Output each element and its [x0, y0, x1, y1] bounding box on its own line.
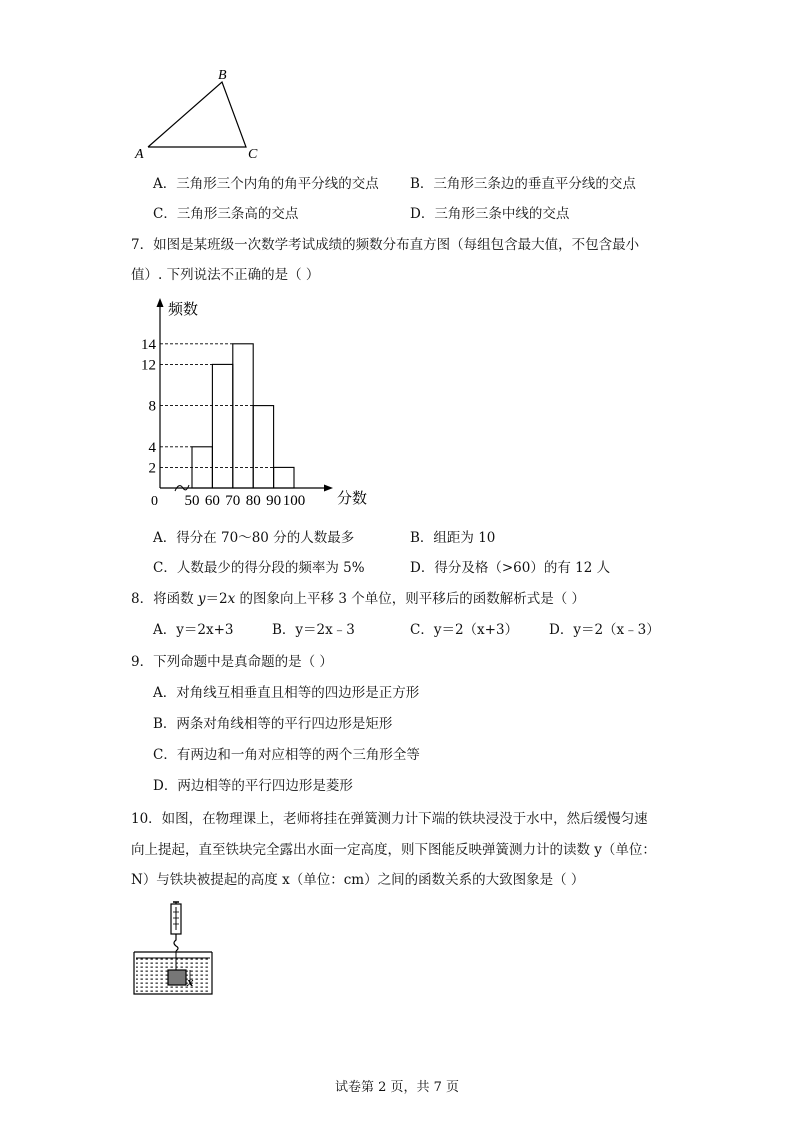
triangle-outline [148, 82, 246, 147]
vertex-label-b: B [218, 68, 227, 83]
q9-option-b[interactable]: B．两条对角线相等的平行四边形是矩形 [153, 716, 393, 732]
y-tick-label-4: 4 [148, 439, 156, 456]
x-tick-label-60: 60 [204, 493, 220, 509]
x-axis-label: 分数 [337, 491, 368, 507]
vertex-label-c: C [248, 147, 258, 162]
x-tick-label-90: 90 [266, 493, 282, 509]
q7-option-d[interactable]: D．得分及格（>60）的有 12 人 [410, 560, 611, 576]
y-axis-label: 频数 [168, 302, 199, 318]
origin-label: 0 [151, 494, 158, 509]
q9-option-c[interactable]: C．有两边和一角对应相等的两个三角形全等 [153, 747, 420, 763]
q8-option-c[interactable]: C．y＝2（x+3） [410, 622, 519, 638]
x-tick-label-80: 80 [245, 493, 261, 509]
q8-option-b[interactable]: B．y＝2x﹣3 [272, 622, 355, 638]
q10-stem-line1: 10．如图，在物理课上，老师将挂在弹簧测力计下端的铁块浸没于水中，然后缓慢匀速 [131, 811, 648, 827]
triangle-figure [130, 62, 270, 162]
y-axis-arrow [157, 298, 164, 307]
y-tick-label-14: 14 [141, 336, 156, 353]
q9-option-d[interactable]: D．两边相等的平行四边形是菱形 [153, 778, 353, 794]
q7-stem-line2: 值）. 下列说法不正确的是（ ） [131, 267, 320, 283]
spring-scale-figure [130, 898, 220, 1000]
q8-stem: 8．将函数 y＝2x 的图象向上平移 3 个单位，则平移后的函数解析式是（ ） [131, 591, 586, 607]
hook-icon [174, 934, 178, 951]
x-tick-label-100: 100 [282, 493, 306, 509]
q7-stem-line1: 7．如图是某班级一次数学考试成绩的频数分布直方图（每组包含最大值，不包含最小 [131, 237, 640, 253]
x-axis-arrow [324, 485, 333, 492]
q6-option-c[interactable]: C．三角形三条高的交点 [153, 206, 299, 222]
x-tick-label-70: 70 [225, 493, 241, 509]
histogram-bar-80-90 [253, 406, 273, 488]
q10-stem-line2: 向上提起，直至铁块完全露出水面一定高度，则下图能反映弹簧测力计的读数 y（单位： [131, 842, 656, 858]
y-tick-label-8: 8 [148, 398, 156, 415]
q9-stem: 9．下列命题中是真命题的是（ ） [131, 654, 333, 670]
histogram-bar-60-70 [212, 364, 232, 488]
vertex-label-a: A [135, 147, 144, 162]
q10-stem-line3: N）与铁块被提起的高度 x（单位：cm）之间的函数关系的大致图象是（ ） [131, 872, 585, 888]
q7-option-c[interactable]: C．人数最少的得分段的频率为 5% [153, 560, 365, 576]
q6-option-d[interactable]: D．三角形三条中线的交点 [410, 206, 570, 222]
iron-block [168, 970, 186, 985]
y-tick-label-2: 2 [148, 460, 156, 477]
q6-option-b[interactable]: B．三角形三条边的垂直平分线的交点 [410, 176, 636, 192]
histogram-bar-90-100 [274, 467, 294, 488]
page-footer: 试卷第 2 页，共 7 页 [334, 1080, 460, 1095]
q8-option-a[interactable]: A．y＝2x+3 [153, 622, 234, 638]
frequency-histogram [130, 292, 390, 514]
q9-option-a[interactable]: A．对角线互相垂直且相等的四边形是正方形 [153, 685, 420, 701]
height-label: x [187, 974, 194, 989]
q7-option-a[interactable]: A．得分在 70～80 分的人数最多 [153, 530, 355, 546]
q6-option-a[interactable]: A．三角形三个内角的角平分线的交点 [153, 176, 379, 192]
y-tick-label-12: 12 [141, 357, 156, 374]
q7-option-b[interactable]: B．组距为 10 [410, 530, 496, 546]
histogram-bar-70-80 [233, 344, 253, 488]
q8-option-d[interactable]: D．y＝2（x﹣3） [549, 622, 660, 638]
x-tick-label-50: 50 [184, 493, 200, 509]
